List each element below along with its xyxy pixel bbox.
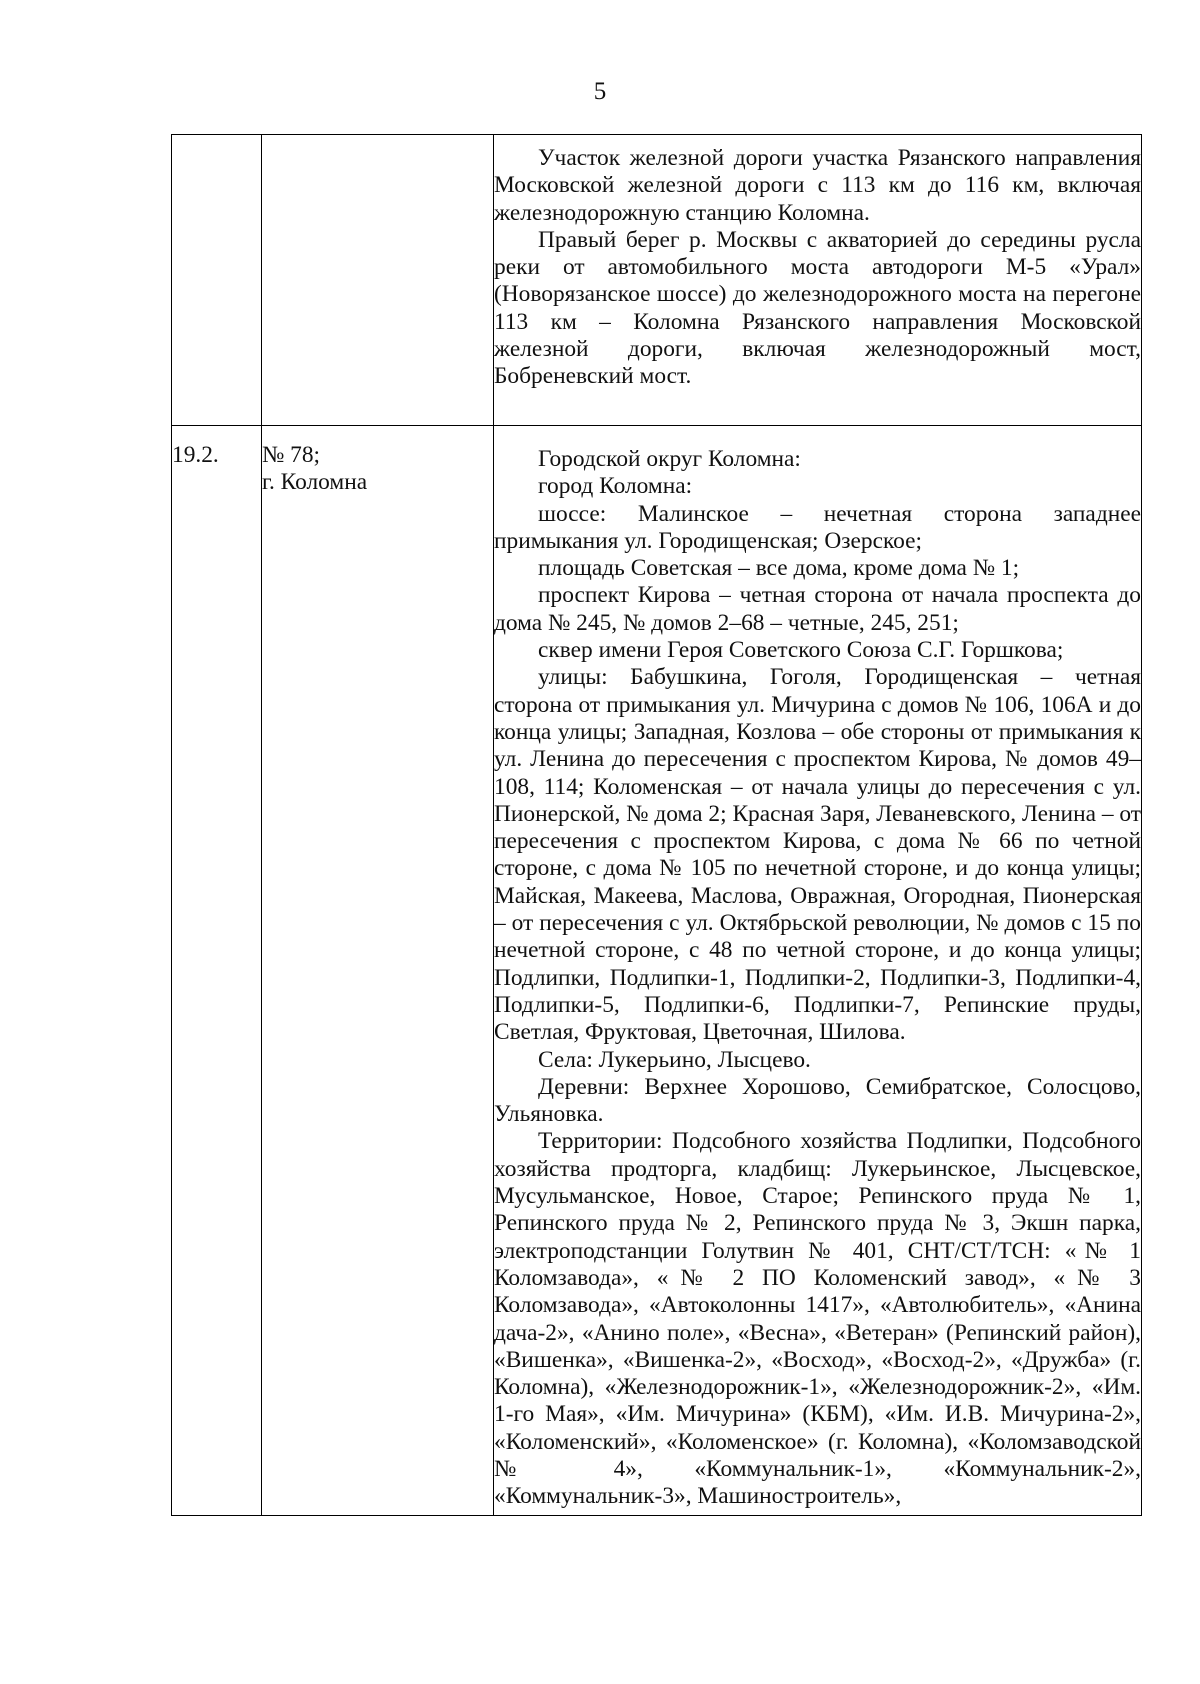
district-cell — [262, 426, 494, 1516]
description-paragraph: площадь Советская – все дома, кроме дома № 1; — [538, 555, 1020, 582]
description-cell — [494, 135, 1142, 426]
table-row — [172, 135, 1142, 426]
district-number: № 78; — [262, 442, 321, 468]
description-paragraph: улицы: Бабушкина, Гоголя, Городищенская – четная сторона от примыкания ул. Мичурина с домов № 106, 106А и до конца улицы; Западная, Козлова – обе стороны от примыкания к ул. Ленина до пересечения с проспектом Кирова, № домов 49–108, 114; Коломенская – от начала улицы до пересечения с ул. Пионерской, № дома 2; Красная Заря, Леваневского, Ленина – от пересечения с проспектом Кирова, с дома № 66 по четной стороне, с дома № 105 по нечетной стороне, и до конца улицы; Майская, Макеева, Маслова, Овражная, Огородная, Пионерская – от пересечения с ул. Октябрьской революции, № домов с 15 по нечетной стороне, с 48 по четной стороне, и до конца улицы; Подлипки, Подлипки-1, Подлипки-2, Подлипки-3, Подлипки-4, Подлипки-5, Подлипки-6, Подлипки-7, Репинские пруды, Светлая, Фруктовая, Цветочная, Шилова. — [494, 664, 1141, 1046]
description-paragraph: сквер имени Героя Советского Союза С.Г. Горшкова; — [538, 637, 1064, 664]
description-paragraph: Правый берег р. Москвы с акваторией до середины русла реки от автомобильного моста автодороги М-5 «Урал» (Новорязанское шоссе) до железнодорожного моста на перегоне 113 км – Коломна Рязанского направления Московской железной дороги, включая железнодорожный мост, Бобреневский мост. — [494, 226, 1141, 390]
row-number-cell: 19.2. — [172, 426, 262, 1516]
description-cell — [494, 426, 1142, 1516]
page-number: 5 — [593, 78, 607, 105]
description-paragraph: Села: Лукерьино, Лысцево. — [538, 1046, 811, 1073]
description-paragraph: Деревни: Верхнее Хорошово, Семибратское, Солосцово, Ульяновка. — [494, 1073, 1141, 1128]
row-number-cell — [172, 135, 262, 426]
description-paragraph: Территории: Подсобного хозяйства Подлипки, Подсобного хозяйства продторга, кладбищ: Лукерьинское, Лысцевское, Мусульманское, Новое, Старое; Репинского пруда № 1, Репинского пруда № 2, Репинского пруда № 3, Экшн парка, электроподстанции Голутвин № 401, СНТ/СТ/ТСН: «№ 1 Коломзавода», «№ 2 ПО Коломенский завод», «№ 3 Коломзавода», «Автоколонны 1417», «Автолюбитель», «Анина дача-2», «Анино поле», «Весна», «Ветеран» (Репинский район), «Вишенка», «Вишенка-2», «Восход», «Восход-2», «Дружба» (г. Коломна), «Железнодорожник-1», «Железнодорожник-2», «Им. 1-го Мая», «Им. Мичурина» (КБМ), «Им. И.В. Мичурина-2», «Коломенский», «Коломенское» (г. Коломна), «Коломзаводской № 4», «Коммунальник-1», «Коммунальник-2», «Коммунальник-3», Машиностроитель», — [494, 1128, 1141, 1510]
description-paragraph: проспект Кирова – четная сторона от начала проспекта до дома № 245, № домов 2–68 – четные, 245, 251; — [494, 582, 1141, 636]
district-table — [171, 134, 1142, 1516]
description-paragraph: город Коломна: — [538, 473, 693, 500]
district-cell — [262, 135, 494, 426]
table-row — [172, 426, 1142, 1516]
district-city: г. Коломна — [262, 469, 368, 496]
description-paragraph: шоссе: Малинское – нечетная сторона западнее примыкания ул. Городищенская; Озерское; — [494, 500, 1141, 554]
description-paragraph: Участок железной дороги участка Рязанского направления Московской железной дороги с 113 км до 116 км, включая железнодорожную станцию Коломна. — [494, 145, 1141, 226]
description-paragraph: Городской округ Коломна: — [538, 446, 801, 472]
